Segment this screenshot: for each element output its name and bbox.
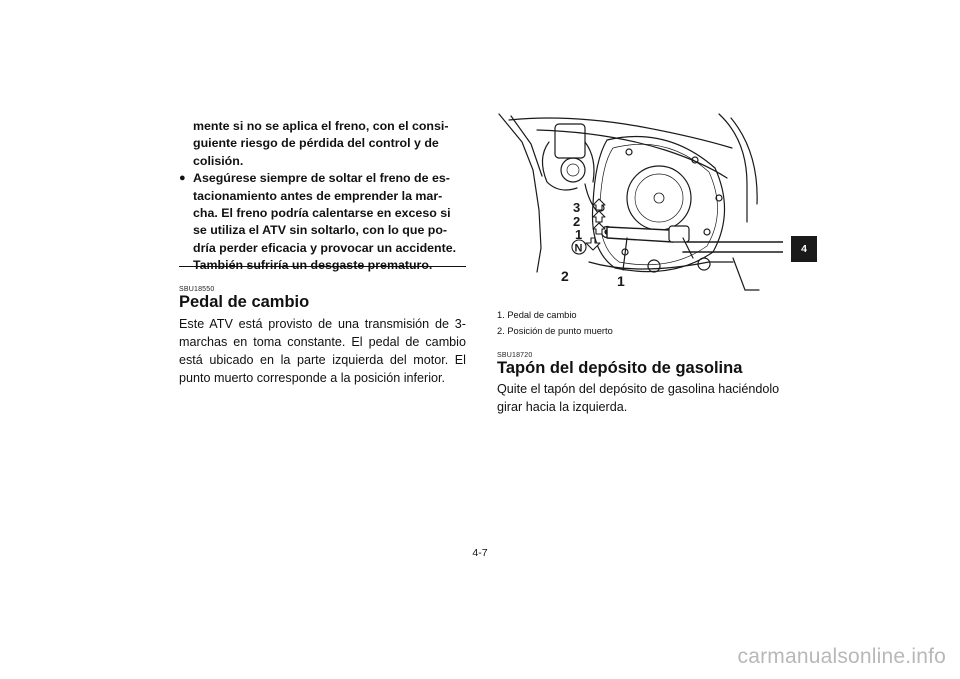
frame-mount — [648, 260, 660, 272]
warning-bullet-item — [179, 170, 466, 274]
clutch-cover-hub — [654, 193, 664, 203]
section-code: SBU18720 — [497, 352, 533, 359]
downshift-arrow-icon — [586, 238, 600, 250]
caption-item: 1. Pedal de cambio — [497, 310, 577, 320]
frame-tube — [537, 130, 727, 178]
intake-hose — [542, 142, 577, 190]
caption-item: 2. Posición de punto muerto — [497, 326, 613, 336]
case-bolt — [704, 229, 710, 235]
right-fender-inner — [731, 118, 757, 204]
carburetor-inner — [567, 164, 579, 176]
warning-text-line: tacionamiento antes de emprender la mar- — [193, 188, 443, 203]
warning-text-line: colisión. — [193, 153, 244, 168]
warning-text-line: se utiliza el ATV sin soltarlo, con lo que po- — [193, 223, 448, 238]
engine-case-rim — [600, 144, 718, 265]
figure-captions — [497, 307, 613, 339]
clutch-cover — [627, 166, 691, 230]
section-code: SBU18550 — [179, 286, 215, 293]
gear-label-3: 3 — [573, 200, 581, 215]
gear-label-neutral: N — [574, 242, 583, 255]
callout-number-2: 2 — [561, 268, 569, 284]
watermark: carmanualsonline.info — [737, 645, 946, 668]
warning-text-line: Asegúrese siempre de soltar el freno de es- — [193, 171, 450, 186]
upshift-arrow-icon — [593, 211, 605, 222]
frame-tube — [509, 118, 732, 148]
gear-label-1: 1 — [575, 227, 583, 242]
fender-inner-line — [511, 116, 542, 176]
lower-frame — [589, 262, 733, 269]
section-title: Tapón del depósito de gasolina — [497, 359, 743, 377]
cylinder-head — [555, 124, 585, 158]
warning-divider — [179, 266, 466, 267]
callout-number-1: 1 — [617, 273, 625, 289]
fender-outline — [499, 114, 541, 272]
chapter-tab: 4 — [791, 236, 817, 262]
shift-pedal-illustration — [497, 112, 783, 302]
warning-text-line: dría perder eficacia y provocar un accidente. — [193, 240, 457, 255]
right-fender-outline — [719, 114, 747, 222]
section-body: Este ATV está provisto de una transmisión de 3-marchas en toma constante. El pedal de cambio está ubicado en la parte izquierda del motor. El punto muerto corresponde a la posición inferior. — [179, 317, 466, 386]
shift-pedal-tip — [669, 226, 689, 242]
skid-rail — [733, 258, 759, 290]
clutch-cover-inner — [635, 174, 683, 222]
section-title: Pedal de cambio — [179, 293, 310, 311]
gear-label-2: 2 — [573, 214, 581, 229]
warning-text-line: mente si no se aplica el freno, con el consi- — [193, 119, 449, 133]
carburetor — [561, 158, 585, 182]
gear-shift-arrows — [586, 199, 605, 250]
warning-text-line: cha. El freno podría calentarse en exceso si — [193, 206, 451, 221]
warning-text-line: guiente riesgo de pérdida del control y de — [193, 136, 439, 151]
cable — [585, 142, 594, 182]
section-body: Quite el tapón del depósito de gasolina haciéndolo girar hacia la izquierda. — [497, 382, 780, 415]
bullet-icon: ● — [179, 172, 186, 185]
warning-text-line: También sufriría un desgaste prematuro. — [193, 258, 433, 273]
warning-block — [179, 118, 466, 275]
page-number: 4-7 — [472, 547, 488, 559]
case-bolt — [626, 149, 632, 155]
